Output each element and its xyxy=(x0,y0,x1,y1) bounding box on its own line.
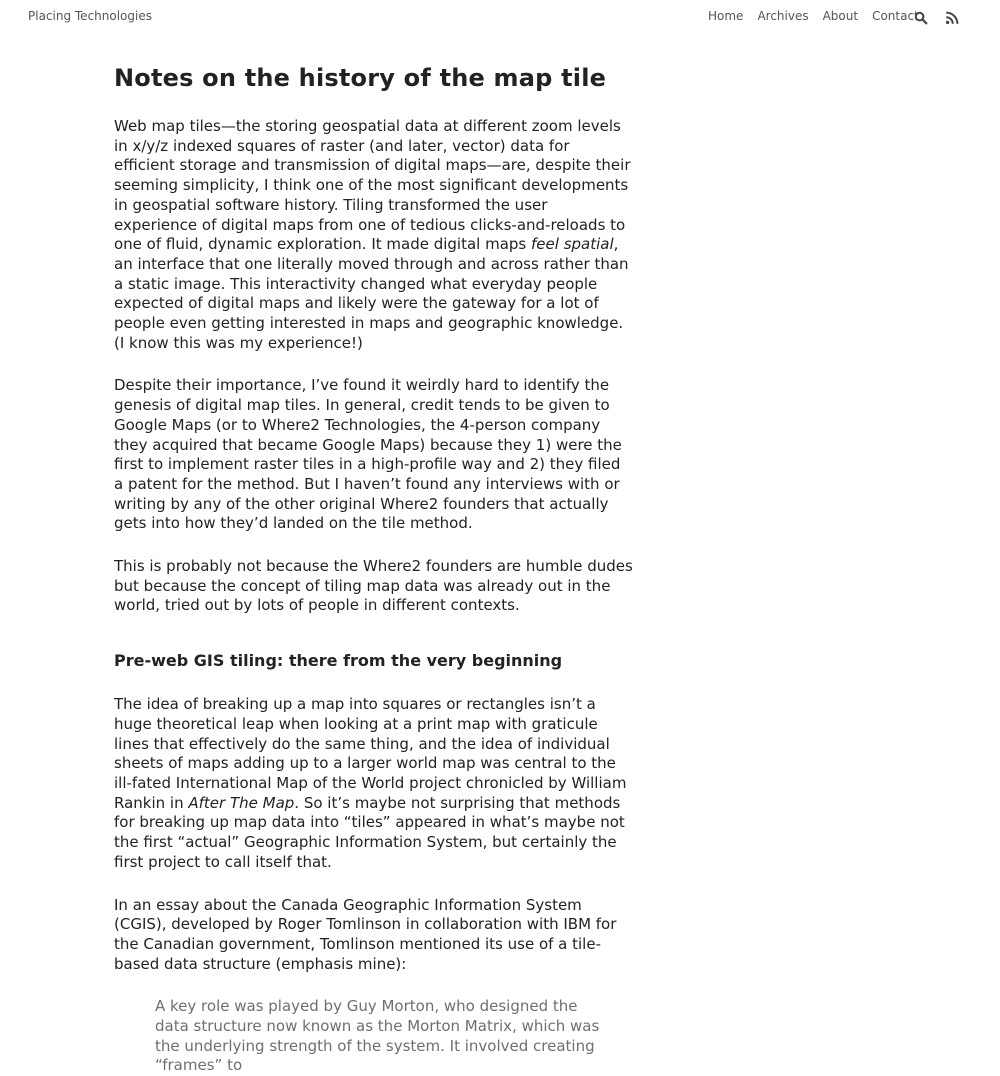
nav-archives-link[interactable]: Archives xyxy=(757,9,809,23)
emphasis-text: feel spatial xyxy=(531,235,614,254)
nav-about-link[interactable]: About xyxy=(822,9,859,23)
site-title-link[interactable]: Placing Technologies xyxy=(28,9,152,23)
paragraph-text: , an interface that one literally moved through and across rather than a static image. This interactivity changed what everyday people expected of digital maps and likely were the gateway for a lot of people even getting interested in maps and geographic knowledge. (I know this was my experience!) xyxy=(114,235,629,352)
article-paragraph xyxy=(114,117,634,353)
paragraph-text: . So it’s maybe not surprising that methods for breaking up map data into “tiles” appeared in what’s maybe not the first “actual” Geographic Information System, but certainly the first project to call itself that. xyxy=(114,793,625,871)
book-title: After The Map xyxy=(188,793,295,812)
nav-home-link[interactable]: Home xyxy=(708,9,744,23)
paragraph-text: The idea of breaking up a map into squares or rectangles isn’t a huge theoretical leap when looking at a print map with graticule lines that effectively do the same thing, and the idea of individual sheets of maps adding up to a larger world map was central to the ill-fated International Map of the World project chronicled by William Rankin in xyxy=(114,695,627,812)
search-icon[interactable] xyxy=(914,10,928,24)
article-paragraph: This is probably not because the Where2 founders are humble dudes but because the concept of tiling map data was already out in the world, tried out by lots of people in different contexts. xyxy=(114,557,633,615)
blockquote: A key role was played by Guy Morton, who designed the data structure now known as the Morton Matrix, which was the underlying strength of the system. It involved creating “frames” to xyxy=(155,997,600,1075)
article-paragraph: Despite their importance, I’ve found it weirdly hard to identify the genesis of digital map tiles. In general, credit tends to be given to Google Maps (or to Where2 Technologies, the 4-person company they acquired that became Google Maps) because they 1) were the first to implement raster tiles in a high-profile way and 2) they filed a patent for the method. But I haven’t found any interviews with or writing by any of the other original Where2 founders that actually gets into how they’d landed on the tile method. xyxy=(114,376,622,533)
section-heading: Pre-web GIS tiling: there from the very beginning xyxy=(114,651,563,671)
article-paragraph: In an essay about the Canada Geographic Information System (CGIS), developed by Roger Tomlinson in collaboration with IBM for the Canadian government, Tomlinson mentioned its use of a tile-based data structure (emphasis mine): xyxy=(114,895,617,973)
article-title: Notes on the history of the map tile xyxy=(114,64,607,92)
top-navigation xyxy=(0,0,1000,36)
rss-icon[interactable] xyxy=(945,10,959,24)
article xyxy=(114,62,634,1076)
paragraph-text: Web map tiles—the storing geospatial data at different zoom levels in x/y/z indexed squares of raster (and later, vector) data for efficient storage and transmission of digital maps—are, despite their seeming simplicity, I think one of the most significant developments in geospatial software history. Tiling transformed the user experience of digital maps from one of tedious clicks-and-reloads to one of fluid, dynamic exploration. It made digital maps xyxy=(114,117,631,254)
nav-contact-link[interactable]: Contact xyxy=(872,9,919,23)
nav-links xyxy=(708,9,919,23)
article-paragraph xyxy=(114,695,634,872)
